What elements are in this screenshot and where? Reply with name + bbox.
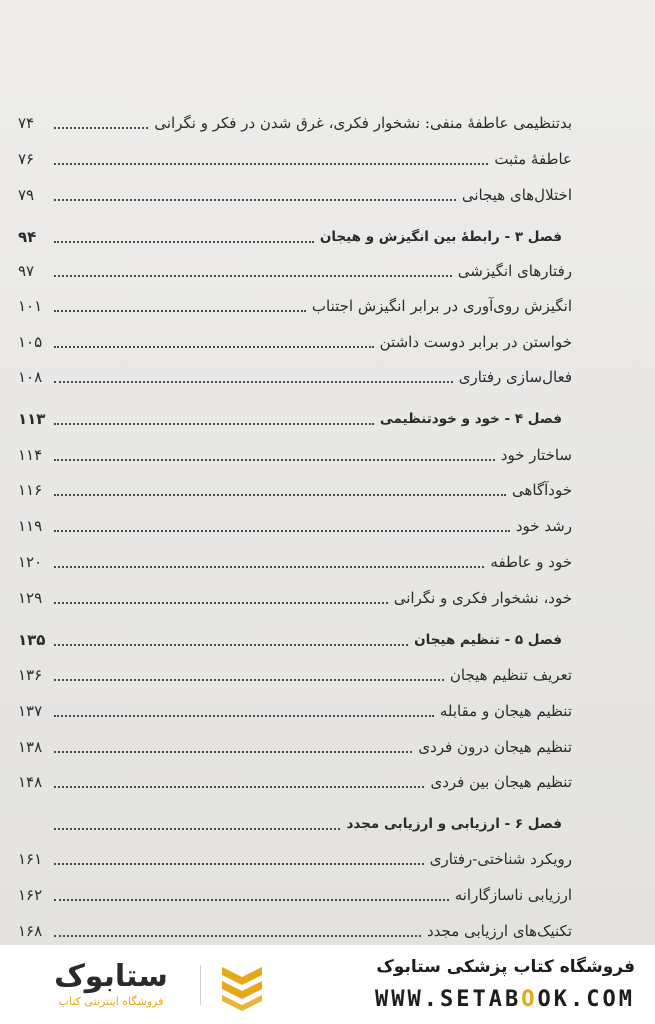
- toc-entry-title: خود، نشخوار فکری و نگرانی: [393, 589, 572, 607]
- toc-page-number: ۷۶: [18, 150, 35, 168]
- toc-page-number: ۱۱۴: [18, 446, 43, 464]
- store-logo[interactable]: [22, 959, 262, 1011]
- dot-leader: [54, 199, 456, 201]
- toc-entry-title: تعریف تنظیم هیجان: [449, 666, 572, 684]
- toc-entry-title: بدتنظیمی عاطفهٔ منفی: نشخوار فکری، غرق شدن در فکر و نگرانی: [154, 114, 572, 132]
- dot-leader: [54, 494, 506, 496]
- logo-wordmark: ستابوک: [54, 959, 168, 994]
- toc-page-number: ۱۱۹: [18, 517, 43, 535]
- toc-entry-row: [18, 763, 574, 793]
- dot-leader: [54, 346, 374, 348]
- toc-entry-row: [18, 840, 574, 870]
- dot-leader: [54, 310, 306, 312]
- dot-leader: [54, 935, 421, 937]
- toc-entry-title: فعال‌سازی رفتاری: [458, 368, 572, 386]
- chevron-stack-icon: [218, 961, 266, 1011]
- toc-page-number: ۱۶۱: [18, 850, 43, 868]
- toc-page-number: ۱۶۲: [18, 886, 43, 904]
- toc-page-number: ۱۳۶: [18, 666, 43, 684]
- logo-tagline: فروشگاه اینترنتی کتاب: [58, 995, 164, 1008]
- dot-leader: [54, 644, 408, 646]
- dot-leader: [54, 275, 452, 277]
- toc-page-number: ۹۷: [18, 262, 35, 280]
- toc-entry-row: [18, 471, 574, 501]
- toc-chapter-title: فصل ۴ - خود و خودتنظیمی: [379, 411, 562, 427]
- dot-leader: [54, 381, 453, 383]
- toc-page-number: ۱۳۷: [18, 702, 43, 720]
- toc-entry-title: عاطفهٔ مثبت: [494, 150, 572, 168]
- toc-page-number: ۷۴: [18, 114, 35, 132]
- toc-entry-row: [18, 104, 574, 134]
- dot-leader: [54, 863, 424, 865]
- toc-chapter-row: [18, 400, 574, 430]
- dot-leader: [54, 241, 314, 243]
- toc-entry-row: [18, 176, 574, 206]
- toc-page-number: ۱۴۸: [18, 773, 43, 791]
- toc-chapter-row: [18, 218, 574, 248]
- dot-leader: [54, 566, 484, 568]
- toc-page-number: ۱۳۸: [18, 738, 43, 756]
- toc-entry-title: ارزیابی ناسازگارانه: [454, 886, 572, 904]
- toc-page-number: ۱۶۸: [18, 922, 43, 940]
- url-accent-letter: O: [521, 987, 538, 1012]
- toc-entry-row: [18, 728, 574, 758]
- toc-chapter-row: [18, 621, 574, 651]
- toc-entry-row: [18, 287, 574, 317]
- toc-entry-row: [18, 543, 574, 573]
- toc-entry-row: [18, 436, 574, 466]
- toc-page-number: ۱۱۳: [18, 410, 46, 428]
- store-url[interactable]: [275, 987, 635, 1012]
- logo-divider: [200, 965, 201, 1005]
- toc-page-number: ۹۴: [18, 228, 37, 246]
- url-part-2: OK.COM: [537, 987, 635, 1012]
- toc-page-number: ۱۰۵: [18, 333, 43, 351]
- toc-entry-title: تنظیم هیجان درون فردی: [418, 738, 572, 756]
- toc-page-number: ۱۲۰: [18, 553, 43, 571]
- toc-entry-title: ساختار خود: [500, 446, 572, 464]
- toc-entry-title: خود و عاطفه: [490, 553, 572, 571]
- dot-leader: [54, 127, 148, 129]
- toc-entry-title: رویکرد شناختی-رفتاری: [429, 850, 572, 868]
- toc-entry-row: [18, 656, 574, 686]
- dot-leader: [54, 786, 424, 788]
- toc-entry-title: انگیزش روی‌آوری در برابر انگیزش اجتناب: [311, 297, 572, 315]
- toc-entry-title: خواستن در برابر دوست داشتن: [379, 333, 572, 351]
- toc-entry-row: [18, 692, 574, 722]
- store-footer: [0, 945, 655, 1024]
- dot-leader: [54, 459, 495, 461]
- toc-chapter-row: [18, 805, 574, 835]
- store-name: فروشگاه کتاب پزشکی ستابوک: [376, 957, 635, 977]
- toc-page-number: [18, 834, 50, 835]
- toc-entry-row: [18, 876, 574, 906]
- toc-page-number: ۱۱۶: [18, 481, 43, 499]
- dot-leader: [54, 679, 444, 681]
- toc-page-number: ۱۳۵: [18, 631, 46, 649]
- dot-leader: [54, 423, 374, 425]
- toc-page-number: ۱۲۹: [18, 589, 43, 607]
- toc-entry-title: اختلال‌های هیجانی: [461, 186, 572, 204]
- dot-leader: [54, 163, 488, 165]
- toc-entry-row: [18, 252, 574, 282]
- toc-entry-row: [18, 323, 574, 353]
- toc-page-number: ۷۹: [18, 186, 35, 204]
- url-part-1: WWW.SETAB: [375, 987, 522, 1012]
- dot-leader: [54, 899, 449, 901]
- toc-chapter-title: فصل ۵ - تنظیم هیجان: [414, 632, 562, 648]
- dot-leader: [54, 715, 434, 717]
- toc-page-number: ۱۰۸: [18, 368, 43, 386]
- toc-entry-title: تنظیم هیجان و مقابله: [439, 702, 572, 720]
- toc-chapter-title: فصل ۳ - رابطهٔ بین انگیزش و هیجان: [319, 229, 562, 245]
- dot-leader: [54, 751, 412, 753]
- toc-entry-row: [18, 579, 574, 609]
- toc-entry-row: [18, 140, 574, 170]
- dot-leader: [54, 530, 510, 532]
- toc-entry-title: خودآگاهی: [512, 481, 572, 499]
- toc-entry-title: رشد خود: [515, 517, 572, 535]
- toc-chapter-title: فصل ۶ - ارزیابی و ارزیابی مجدد: [346, 816, 562, 832]
- toc-entry-title: رفتارهای انگیزشی: [457, 262, 572, 280]
- dot-leader: [54, 828, 340, 830]
- toc-entry-title: تکنیک‌های ارزیابی مجدد: [426, 922, 572, 940]
- toc-entry-row: [18, 507, 574, 537]
- dot-leader: [54, 602, 388, 604]
- toc-entry-row: [18, 912, 574, 942]
- toc-entry-title: تنظیم هیجان بین فردی: [430, 773, 572, 791]
- toc-entry-row: [18, 358, 574, 388]
- toc-page-number: ۱۰۱: [18, 297, 43, 315]
